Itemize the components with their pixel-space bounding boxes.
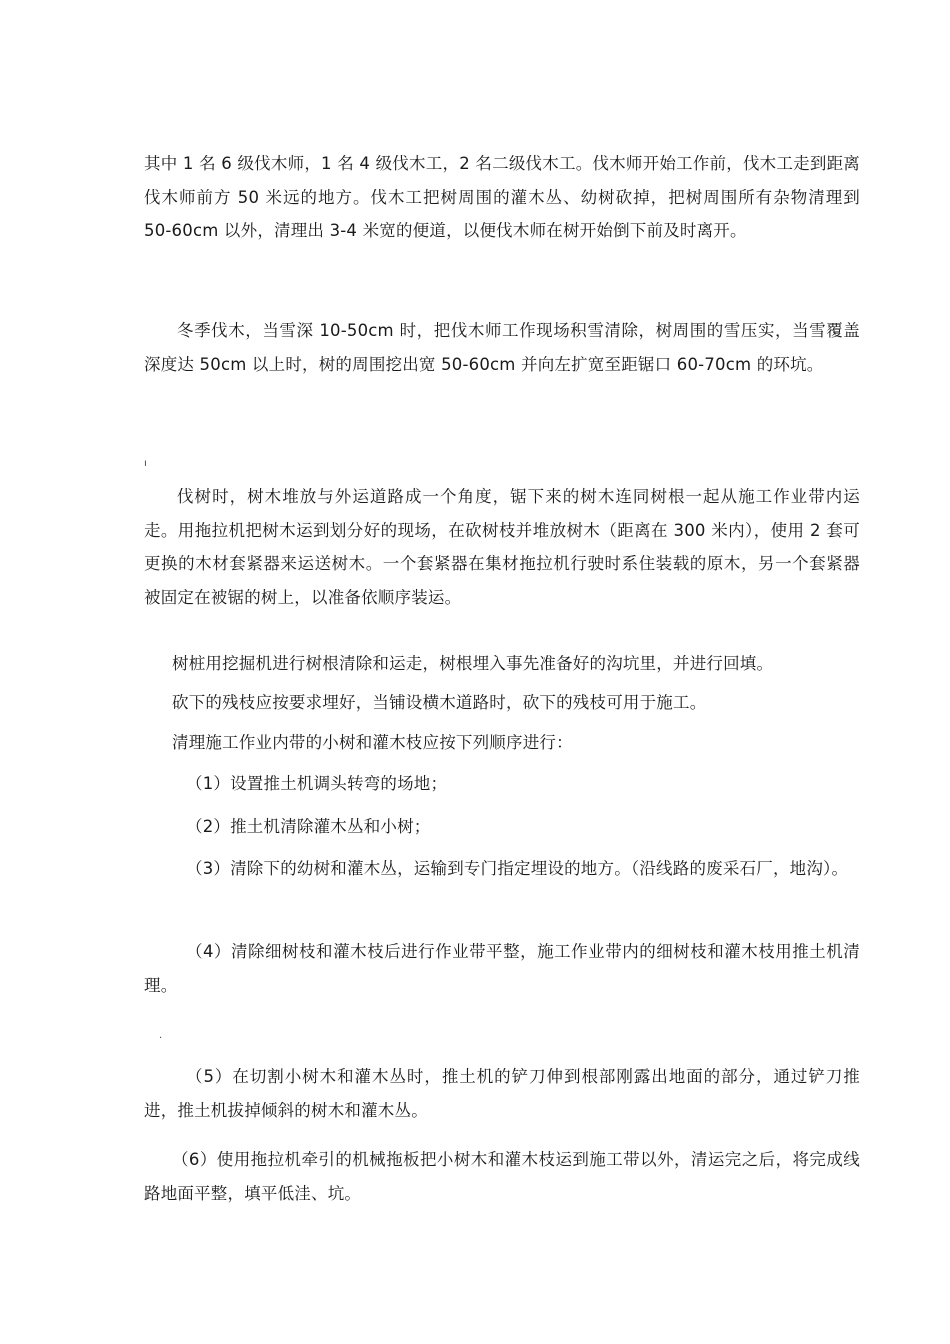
paragraph-felling-transport: 伐树时，树木堆放与外运道路成一个角度，锯下来的树木连同树根一起从施工作业带内运走。用拖拉机把树木运到划分好的现场，在砍树枝并堆放树木（距离在 300 米内），使用 2 套可更换的木材套紧器来运送树木。一个套紧器在集材拖拉机行驶时系住装载的原木，另一个套紧器被固定在被锯的树上，以准备依顺序装运。	[144, 487, 860, 607]
stray-mark-1: ı	[144, 458, 147, 469]
paragraph-branches-burial: 砍下的残枝应按要求埋好，当铺设横木道路时，砍下的残枝可用于施工。	[172, 693, 707, 712]
stray-mark-2: ·	[159, 1033, 163, 1044]
paragraph-fellers-team: 其中 1 名 6 级伐木师，1 名 4 级伐木工，2 名二级伐木工。伐木师开始工作前，伐木工走到距离伐木师前方 50 米远的地方。伐木工把树周围的灌木丛、幼树砍掉，把树周围所有杂物清理到 50-60cm 以外，清理出 3-4 米宽的便道，以便伐木师在树开始倒下前及时离开。	[144, 154, 860, 240]
paragraph-clearing-order: 清理施工作业内带的小树和灌木枝应按下列顺序进行：	[172, 733, 573, 752]
list-item-4: （4）清除细树枝和灌木枝后进行作业带平整，施工作业带内的细树枝和灌木枝用推土机清理。	[144, 942, 860, 995]
list-item-5: （5）在切割小树木和灌木丛时，推土机的铲刀伸到根部刚露出地面的部分，通过铲刀推进，推土机拔掉倾斜的树木和灌木丛。	[144, 1067, 860, 1120]
list-item-2: （2）推土机清除灌木丛和小树；	[186, 817, 431, 836]
paragraph-winter-felling: 冬季伐木，当雪深 10-50cm 时，把伐木师工作现场积雪清除，树周围的雪压实，当雪覆盖深度达 50cm 以上时，树的周围挖出宽 50-60cm 并向左扩宽至距锯口 60-70cm 的环坑。	[144, 321, 860, 374]
list-item-3: （3）清除下的幼树和灌木丛，运输到专门指定埋设的地方。（沿线路的废采石厂，地沟）。	[186, 859, 849, 878]
list-item-1: （1）设置推土机调头转弯的场地；	[186, 774, 448, 793]
list-item-6: （6）使用拖拉机牵引的机械拖板把小树木和灌木枝运到施工带以外，清运完之后，将完成线路地面平整，填平低洼、坑。	[144, 1150, 860, 1203]
paragraph-stump-removal: 树桩用挖掘机进行树根清除和运走，树根埋入事先准备好的沟坑里，并进行回填。	[172, 654, 774, 673]
